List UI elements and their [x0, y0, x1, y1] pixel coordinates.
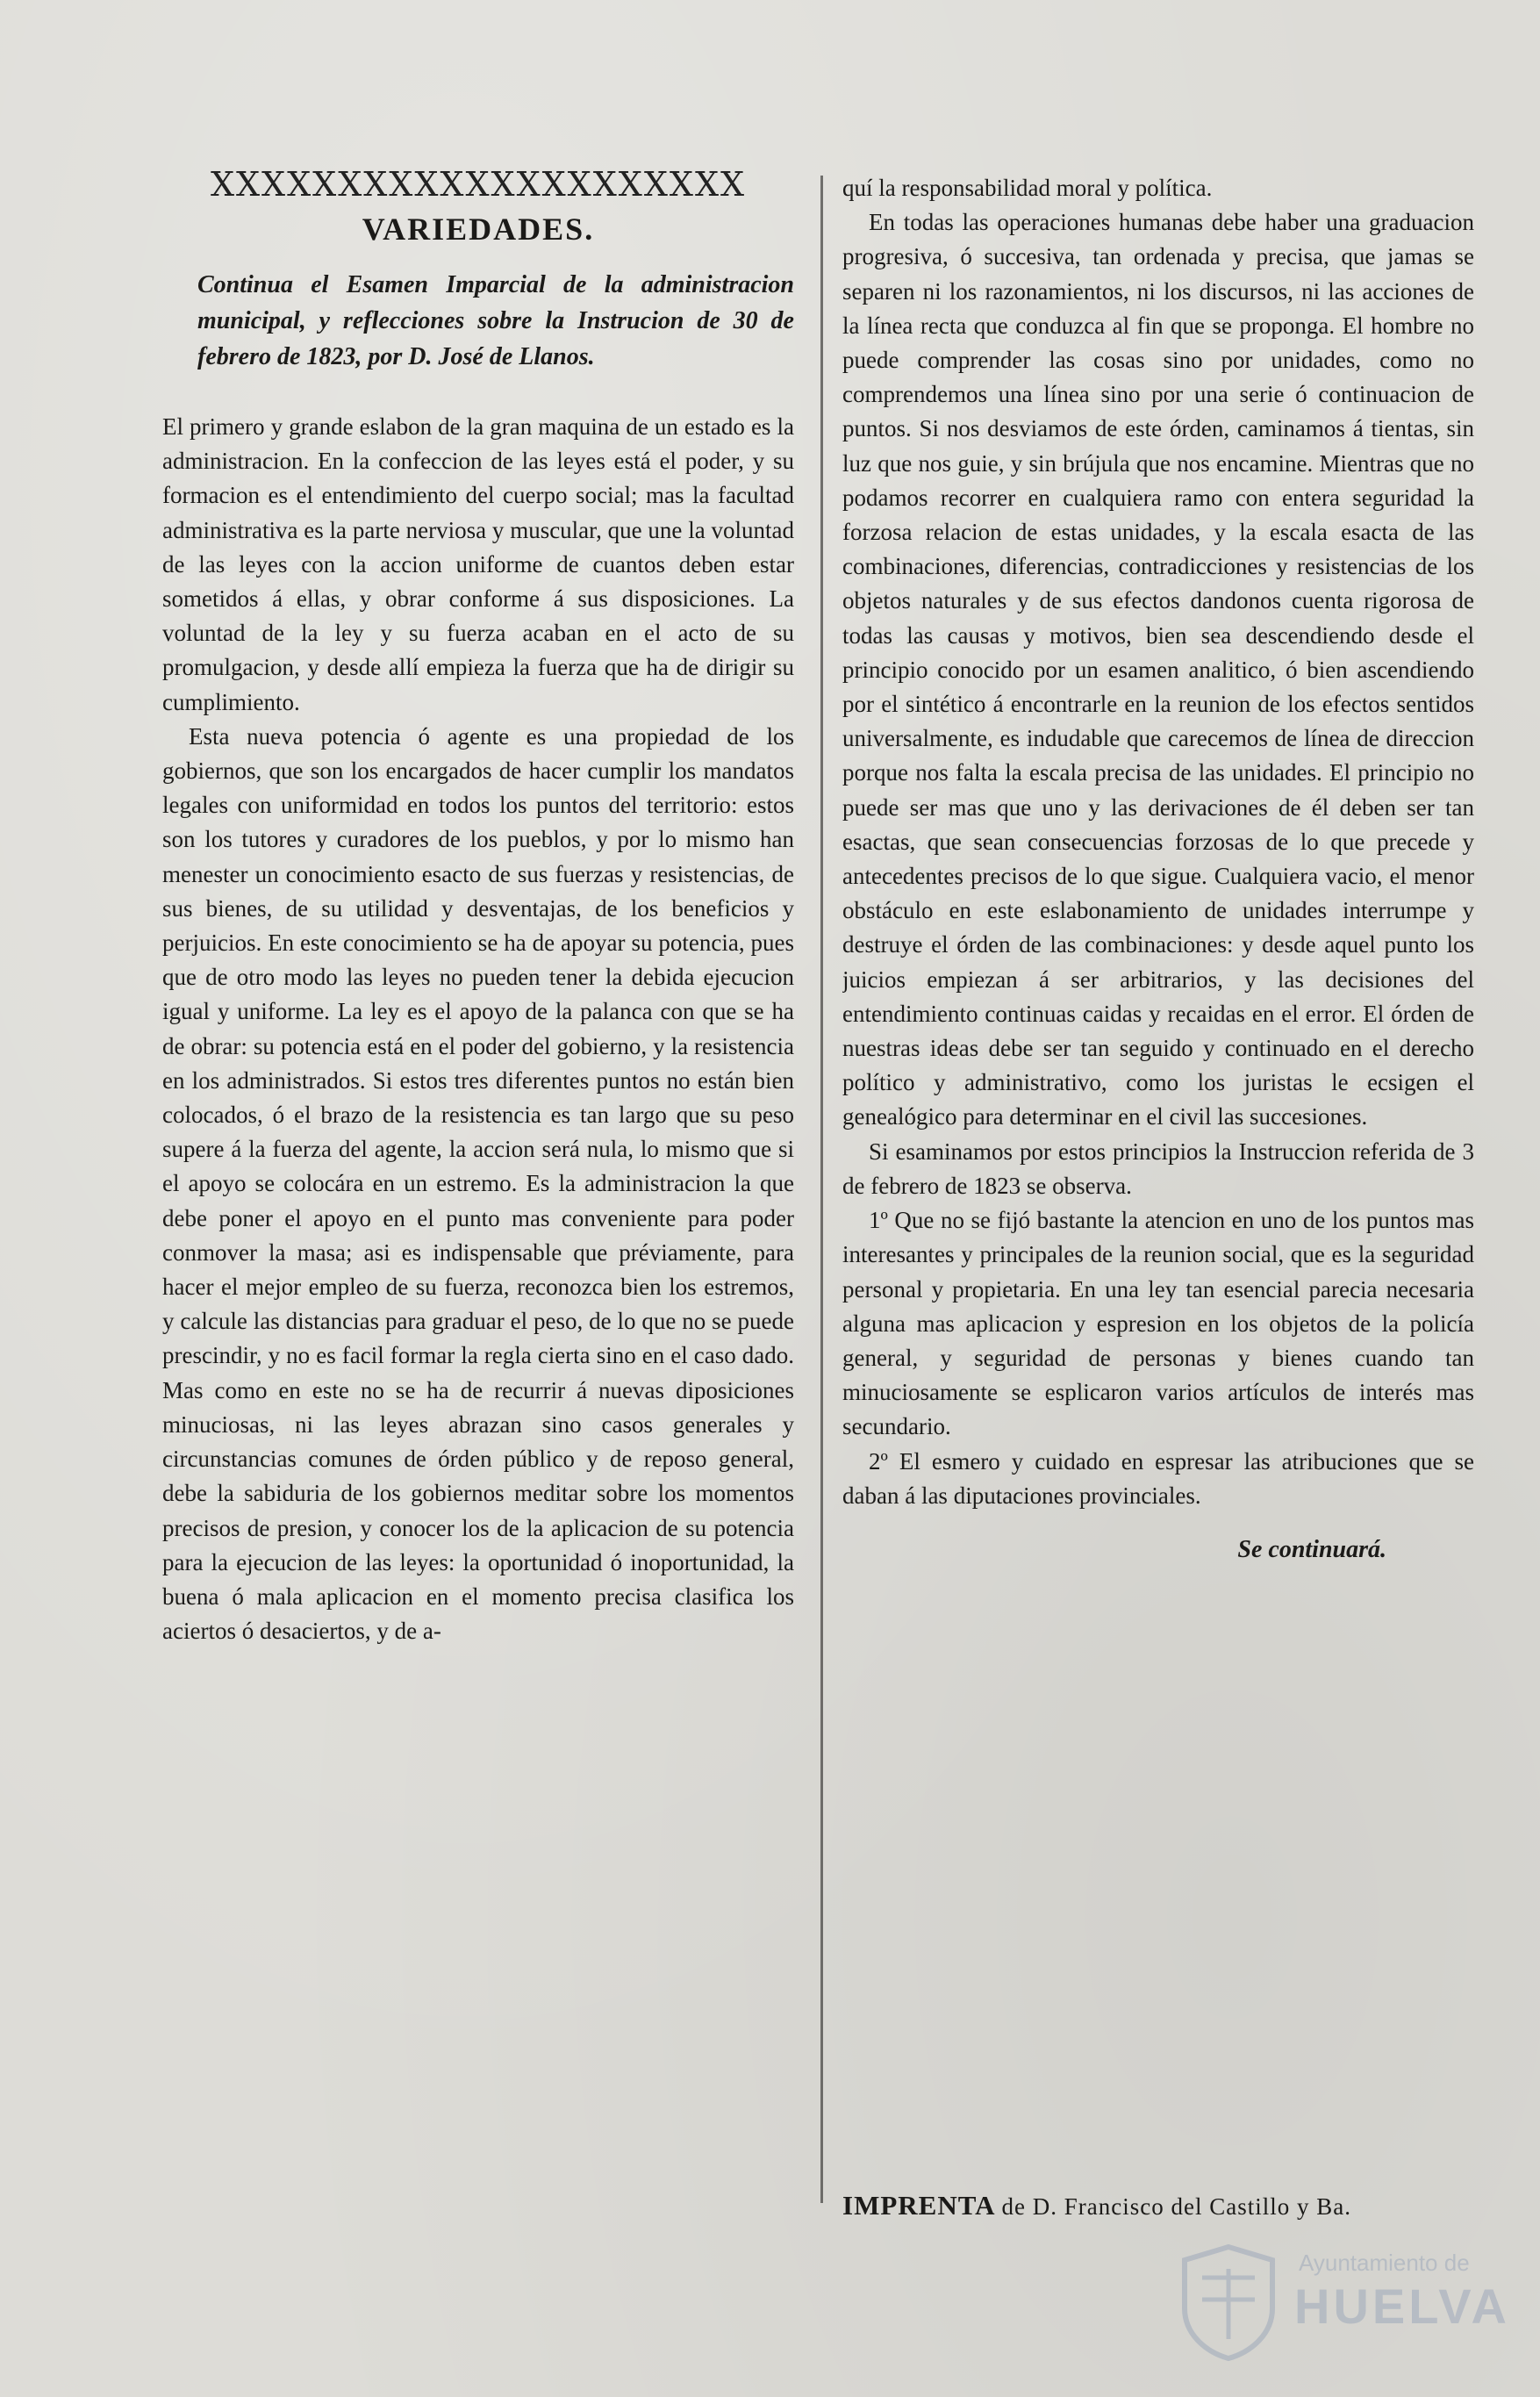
right-paragraph-4: 1º Que no se fijó bastante la atencion en uno de los puntos mas interesantes y principales de la reunion social, que es la seguridad personal y propietaria. En una ley tan esencial parecia necesaria alguna mas aplicacion y espresion en los objetos de la policía general, y seguridad de personas y bienes cuando tan minuciosamente se esplicaron varios artículos de interés mas secundario.: [842, 1207, 1474, 1440]
imprint-main: IMPRENTA: [842, 2190, 994, 2221]
left-column: [162, 167, 794, 2212]
left-paragraph-2: Esta nueva potencia ó agente es una propiedad de los gobiernos, que son los encargados de hacer cumplir los mandatos legales con uniformidad en todos los puntos del territorio: estos son los tutores y curadores de los pueblos, y por lo mismo han menester un conocimiento esacto de sus fuerzas y resistencias, de sus bienes, de su utilidad y desventajas, de los beneficios y perjuicios. En este conocimiento se ha de apoyar su potencia, pues que de otro modo las leyes no pueden tener la debida ejecucion igual y uniforme. La ley es el apoyo de la palanca con que se ha de obrar: su potencia está en el poder del gobierno, y la resistencia en los administrados. Si estos tres diferentes puntos no están bien colocados, ó el brazo de la resistencia es tan largo que su peso supere á la fuerza del agente, la accion será nula, lo mismo que si el apoyo se colocára en un estremo. Es la administracion la que debe poner el apoyo en el punto mas conveniente para poder conmover la masa; asi es indispensable que préviamente, para hacer el mejor empleo de su fuerza, reconozca bien los estremos, y calcule las distancias para graduar el peso, de lo que no se puede prescindir, y no es facil formar la regla cierta sino en el caso dado. Mas como en este no se ha de recurrir á nuevas diposiciones minuciosas, ni las leyes abrazan sino casos generales y circunstancias comunes de órden público y de reposo general, debe la sabiduria de los gobiernos meditar sobre los momentos precisos de presion, y conocer los de la aplicacion de su potencia para la ejecucion de las leyes: la oportunidad ó inoportunidad, la buena ó mala aplicacion en el momento precisa clasifica los aciertos ó desaciertos, y de a-: [162, 722, 794, 1645]
continue-note: Se continuará.: [1237, 1535, 1386, 1563]
coat-of-arms-icon: [1176, 2243, 1281, 2361]
imprint-line: [842, 2190, 1474, 2221]
archive-watermark: [1176, 2234, 1510, 2365]
watermark-line2: HUELVA: [1294, 2279, 1510, 2334]
left-paragraph-1: El primero y grande eslabon de la gran maquina de un estado es la administracion. En la confeccion de las leyes está el poder, y su formacion es el entendimiento del cuerpo social; mas la facultad administrativa es la parte nerviosa y muscular, que une la voluntad de las leyes con la accion uniforme de cuantos deben estar sometidos á ellas, y obrar conforme á sus disposiciones. La voluntad de la ley y su fuerza acaban en el acto de su promulgacion, y desde allí empieza la fuerza que ha de dirigir su cumplimiento.: [162, 413, 794, 715]
right-paragraph-1: quí la responsabilidad moral y política.: [842, 175, 1213, 201]
watermark-line1: Ayuntamiento de: [1299, 2250, 1470, 2276]
right-paragraph-2: En todas las operaciones humanas debe haber una graduacion progresiva, ó succesiva, tan ordenada y precisa, que jamas se separen ni los razonamientos, ni los discursos, ni las acciones de la línea recta que conduzca al fin que se proponga. El hombre no puede comprender las cosas sino por unidades, como no comprendemos una línea sino por una serie ó continuacion de puntos. Si nos desviamos de este órden, caminamos á tientas, sin luz que nos guie, y sin brújula que nos encamine. Mientras que no podamos recorrer en cualquiera ramo con entera seguridad la forzosa relacion de estas unidades, y la escala esacta de las combinaciones, diferencias, contradicciones y resistencias de los objetos naturales y de sus efectos dandonos cuenta rigorosa de todas las causas y motivos, bien sea descendiendo desde el principio conocido por un esamen analitico, ó bien ascendiendo por el sintético á encontrarle en la reunion de los efectos sentidos universalmente, es indudable que carecemos de línea de direccion porque nos falta la escala precisa de las unidades. El principio no puede ser mas que uno y las derivaciones de él deben ser tan esactas, que sean consecuencias forzosas de lo que precede y antecedentes precisos de lo que sigue. Cualquiera vacio, el menor obstáculo en este eslabonamiento de unidades interrumpe y destruye el órden de las combinaciones: y desde aquel punto los juicios empiezan á ser arbitrarios, y las decisiones del entendimiento continuas caidas y recaidas en el error. El órden de nuestras ideas debe ser tan seguido y continuado en el derecho político y administrativo, como los juristas le ecsigen el genealógico para determinar en el civil las succesiones.: [842, 209, 1474, 1130]
column-divider: [820, 176, 823, 2203]
right-paragraph-3: Si esaminamos por estos principios la Instruccion referida de 3 de febrero de 1823 se observa.: [842, 1137, 1474, 1199]
right-paragraph-5: 2º El esmero y cuidado en espresar las atribuciones que se daban á las diputaciones provinciales.: [842, 1447, 1474, 1509]
imprint-rest: de D. Francisco del Castillo y Ba.: [1001, 2193, 1351, 2220]
section-title: VARIEDADES.: [362, 212, 595, 247]
right-column: [842, 171, 1474, 2225]
article-subtitle: Continua el Esamen Imparcial de la administracion municipal, y reflecciones sobre la Instrucion de 30 de febrero de 1823, por D. José de Llanos.: [197, 271, 794, 370]
ornamental-border: XXXXXXXXXXXXXXXXXXXXX: [210, 167, 747, 202]
